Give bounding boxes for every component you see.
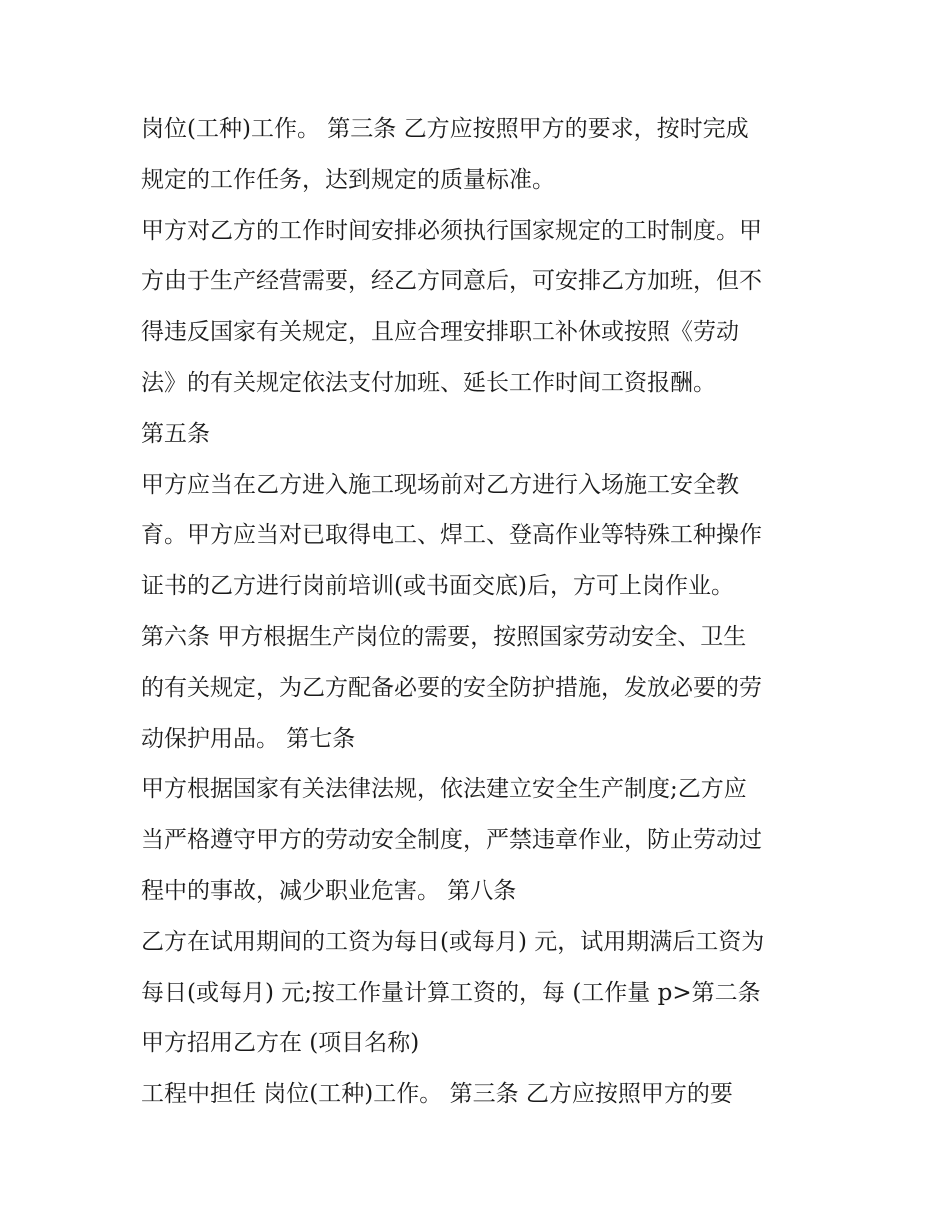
text-line: 甲方应当在乙方进入施工现场前对乙方进行入场施工安全教 bbox=[141, 471, 739, 498]
text-line: 方由于生产经营需要，经乙方同意后，可安排乙方加班，但不 bbox=[141, 268, 762, 295]
text-line: 得违反国家有关规定，且应合理安排职工补休或按照《劳动 bbox=[141, 319, 739, 346]
text-line: 乙方在试用期间的工资为每日(或每月) 元，试用期满后工资为 bbox=[141, 928, 765, 955]
text-line: 动保护用品。 第七条 bbox=[141, 725, 356, 752]
text-line: 甲方根据国家有关法律法规，依法建立安全生产制度;乙方应 bbox=[141, 776, 747, 803]
text-line: 法》的有关规定依法支付加班、延长工作时间工资报酬。 bbox=[141, 369, 716, 396]
text-line: 育。甲方应当对已取得电工、焊工、登高作业等特殊工种操作 bbox=[141, 522, 762, 549]
text-line: 第六条 甲方根据生产岗位的需要，按照国家劳动安全、卫生 bbox=[141, 623, 747, 650]
text-line: 程中的事故，减少职业危害。 第八条 bbox=[141, 877, 517, 904]
section-heading: 第五条 bbox=[141, 420, 210, 447]
text-line: 的有关规定，为乙方配备必要的安全防护措施，发放必要的劳 bbox=[141, 674, 762, 701]
contract-text bbox=[141, 104, 821, 1120]
text-line: 甲方对乙方的工作时间安排必须执行国家规定的工时制度。甲 bbox=[141, 217, 762, 244]
text-line: 工程中担任 岗位(工种)工作。 第三条 乙方应按照甲方的要 bbox=[141, 1081, 733, 1108]
text-line: 甲方招用乙方在 (项目名称) bbox=[141, 1030, 420, 1057]
text-line: 当严格遵守甲方的劳动安全制度，严禁违章作业，防止劳动过 bbox=[141, 827, 762, 854]
text-line: 每日(或每月) 元;按工作量计算工资的，每 (工作量 p>第二条 bbox=[141, 979, 761, 1006]
text-line: 规定的工作任务，达到规定的质量标准。 bbox=[141, 166, 555, 193]
text-line: 岗位(工种)工作。 第三条 乙方应按照甲方的要求，按时完成 bbox=[141, 116, 749, 142]
text-line: 证书的乙方进行岗前培训(或书面交底)后，方可上岗作业。 bbox=[141, 573, 734, 600]
